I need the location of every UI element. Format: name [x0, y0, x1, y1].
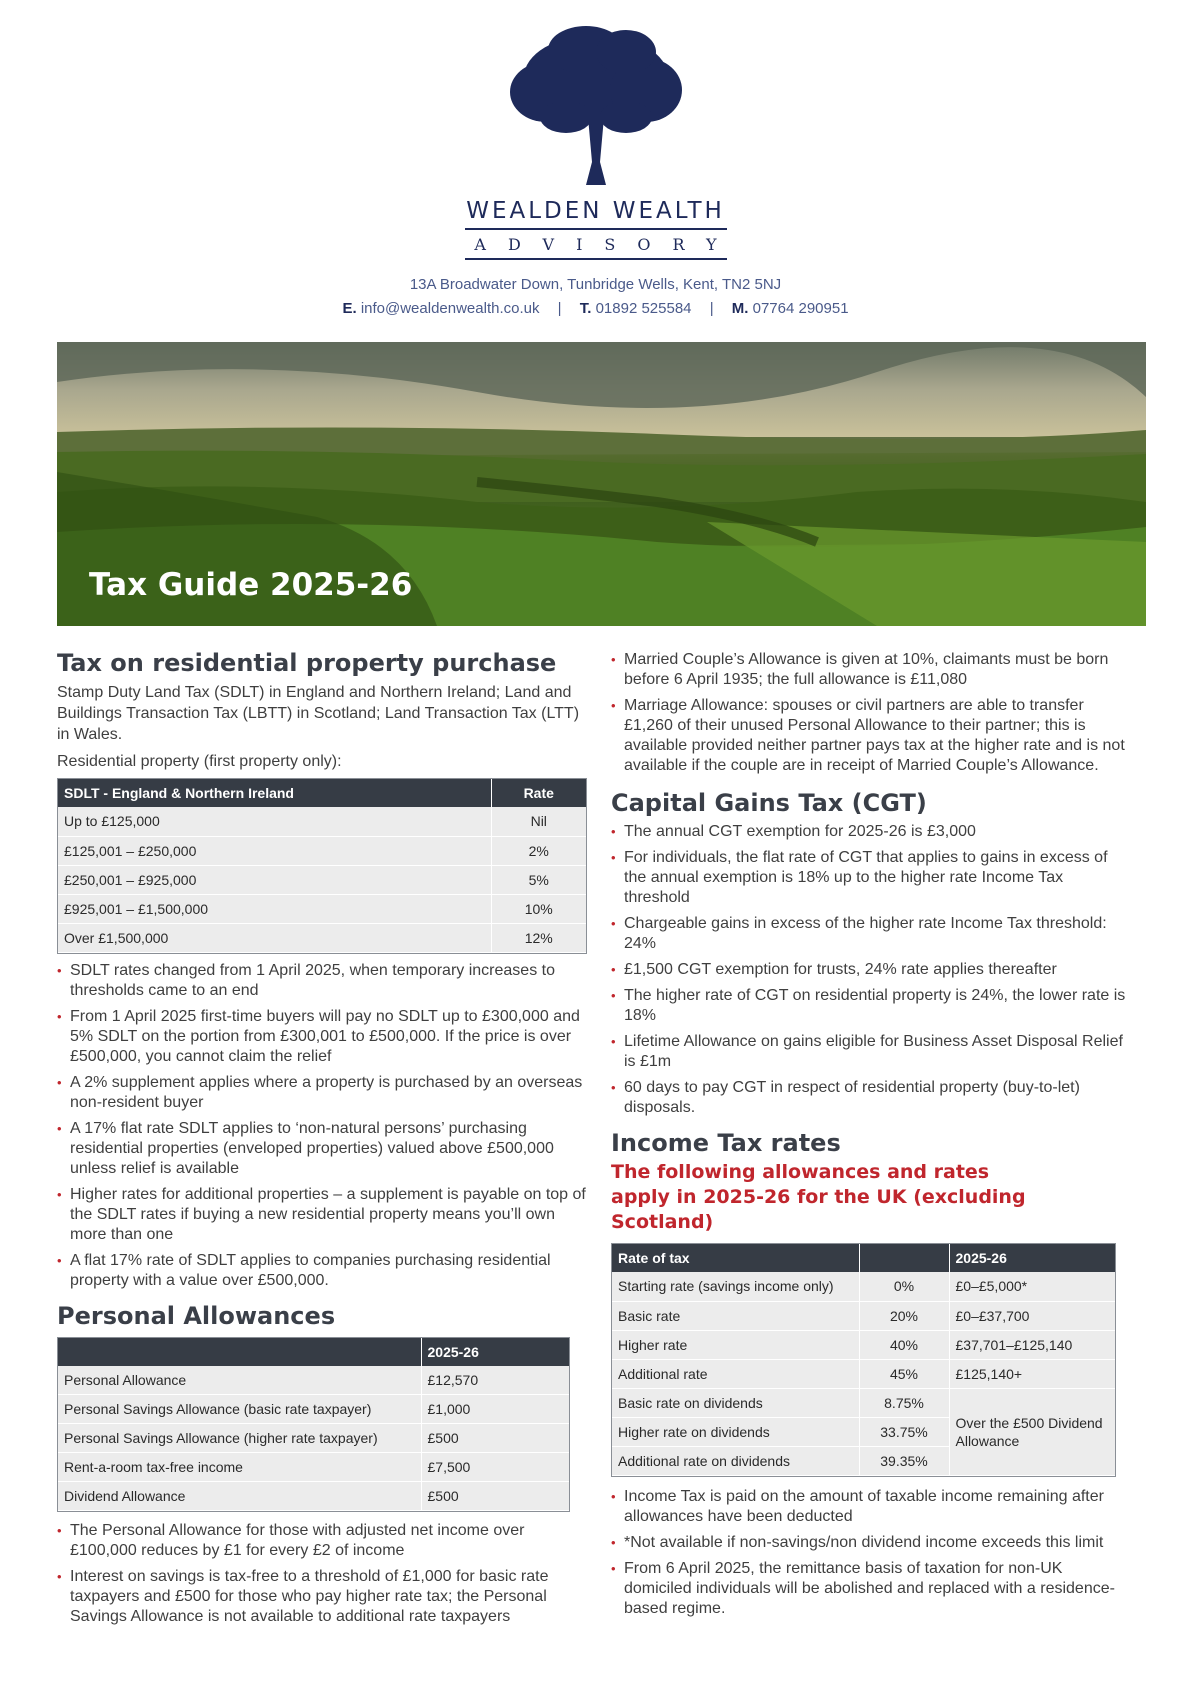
sdlt-table — [57, 778, 587, 954]
table-row — [612, 1388, 1115, 1417]
table-row — [58, 836, 586, 865]
income-subheading: The following allowances and rates apply in 2025-26 for the UK (excluding Scotland) — [611, 1161, 1026, 1233]
table-cell: Personal Savings Allowance (higher rate taxpayer) — [58, 1424, 421, 1453]
table-cell-merged: Over the £500 Dividend Allowance — [949, 1388, 1115, 1475]
table-cell: 33.75% — [859, 1417, 949, 1446]
table-row — [612, 1330, 1115, 1359]
table-row — [58, 1366, 569, 1395]
cgt-bullets — [611, 822, 1131, 1118]
table-header — [859, 1244, 949, 1272]
table-cell: 40% — [859, 1330, 949, 1359]
table-header: Rate — [491, 779, 586, 807]
list-item: • Married Couple’s Allowance is given at 10%, claimants must be born before 6 April 1935; the full allowance is £11,080 — [611, 650, 1131, 690]
table-cell: 8.75% — [859, 1388, 949, 1417]
table-row — [58, 923, 586, 952]
table-cell: £925,001 – £1,500,000 — [58, 894, 491, 923]
table-cell: £37,701–£125,140 — [949, 1330, 1115, 1359]
table-row — [58, 865, 586, 894]
landscape-banner — [57, 342, 1146, 626]
table-cell: Basic rate — [612, 1301, 859, 1330]
property-intro: Stamp Duty Land Tax (SDLT) in England and Northern Ireland; Land and Buildings Transaction Tax (LBTT) in Scotland; Land Transaction Tax (LTT) in Wales. — [57, 684, 580, 743]
list-item: • For individuals, the flat rate of CGT that applies to gains in excess of the annual exemption is 18% up to the higher rate Income Tax threshold — [611, 848, 1131, 908]
table-cell: £7,500 — [421, 1453, 569, 1482]
company-address: 13A Broadwater Down, Tunbridge Wells, Kent, TN2 5NJ — [409, 276, 782, 293]
table-header: 2025-26 — [949, 1244, 1115, 1272]
table-cell: £12,570 — [421, 1366, 569, 1395]
brand-name: WEALDEN WEALTH — [466, 198, 725, 224]
list-item: • 60 days to pay CGT in respect of residential property (buy-to-let) disposals. — [611, 1078, 1131, 1118]
right-column — [611, 650, 1146, 1625]
table-cell: £500 — [421, 1424, 569, 1453]
table-cell: Nil — [491, 807, 586, 836]
list-item: • The higher rate of CGT on residential property is 24%, the lower rate is 18% — [611, 986, 1131, 1026]
table-cell: 45% — [859, 1359, 949, 1388]
left-column — [57, 648, 592, 1633]
brand-subtitle: ADVISORY — [474, 235, 739, 254]
table-cell: Starting rate (savings income only) — [612, 1272, 859, 1301]
table-cell: £0–£5,000* — [949, 1272, 1115, 1301]
married-bullets — [611, 650, 1131, 776]
list-item: • From 6 April 2025, the remittance basis of taxation for non-UK domiciled individuals will be abolished and replaced with a residence-based regime. — [611, 1559, 1131, 1619]
table-cell: Additional rate on dividends — [612, 1446, 859, 1475]
table-cell: £1,000 — [421, 1395, 569, 1424]
list-item: • SDLT rates changed from 1 April 2025, when temporary increases to thresholds came to an end — [57, 961, 592, 1001]
table-cell: Additional rate — [612, 1359, 859, 1388]
table-cell: 2% — [491, 836, 586, 865]
list-item: • Chargeable gains in excess of the higher rate Income Tax threshold: 24% — [611, 914, 1131, 954]
table-cell: £125,001 – £250,000 — [58, 836, 491, 865]
list-item: • A flat 17% rate of SDLT applies to companies purchasing residential property with a value over £500,000. — [57, 1251, 592, 1291]
table-cell: £125,140+ — [949, 1359, 1115, 1388]
tree-icon — [506, 22, 686, 192]
table-row — [58, 894, 586, 923]
list-item: • Higher rates for additional properties – a supplement is payable on top of the SDLT rates if buying a new residential property means you’ll own more than one — [57, 1185, 592, 1245]
separator: | — [557, 300, 562, 317]
table-cell: 12% — [491, 923, 586, 952]
income-tax-table — [611, 1243, 1116, 1477]
table-row — [58, 807, 586, 836]
allowances-table — [57, 1337, 570, 1513]
table-cell: Dividend Allowance — [58, 1482, 421, 1511]
table-cell: Over £1,500,000 — [58, 923, 491, 952]
table-cell: Basic rate on dividends — [612, 1388, 859, 1417]
table-cell: £500 — [421, 1482, 569, 1511]
list-item: • Lifetime Allowance on gains eligible for Business Asset Disposal Relief is £1m — [611, 1032, 1131, 1072]
table-cell: Up to £125,000 — [58, 807, 491, 836]
contact-line — [0, 300, 1191, 317]
table-row — [612, 1272, 1115, 1301]
table-cell: 39.35% — [859, 1446, 949, 1475]
email-link[interactable]: info@wealdenwealth.co.uk — [360, 300, 540, 317]
section-heading-cgt: Capital Gains Tax (CGT) — [611, 789, 927, 817]
list-item: • The Personal Allowance for those with adjusted net income over £100,000 reduces by £1 for every £2 of income — [57, 1521, 592, 1561]
table-row — [612, 1301, 1115, 1330]
list-item: • £1,500 CGT exemption for trusts, 24% rate applies thereafter — [611, 960, 1131, 980]
table-cell: 5% — [491, 865, 586, 894]
list-item: • *Not available if non-savings/non dividend income exceeds this limit — [611, 1533, 1131, 1553]
table-header — [58, 1338, 421, 1366]
table-row — [58, 1453, 569, 1482]
table-cell: Personal Allowance — [58, 1366, 421, 1395]
phone-label: T. — [579, 300, 592, 317]
table-row — [58, 1424, 569, 1453]
mobile-label: M. — [731, 300, 749, 317]
brand-divider — [465, 228, 727, 230]
mobile-number[interactable]: 07764 290951 — [752, 300, 849, 317]
list-item: • A 2% supplement applies where a property is purchased by an overseas non-resident buyer — [57, 1073, 592, 1113]
company-logo — [0, 22, 1191, 260]
table-cell: Higher rate on dividends — [612, 1417, 859, 1446]
section-heading-property: Tax on residential property purchase — [57, 649, 557, 677]
table-cell: £250,001 – £925,000 — [58, 865, 491, 894]
table-row — [58, 1395, 569, 1424]
section-heading-income: Income Tax rates — [611, 1129, 841, 1157]
table-header: Rate of tax — [612, 1244, 859, 1272]
table-cell: Rent-a-room tax-free income — [58, 1453, 421, 1482]
table-cell: £0–£37,700 — [949, 1301, 1115, 1330]
table-header: 2025-26 — [421, 1338, 569, 1366]
table-cell: 20% — [859, 1301, 949, 1330]
income-bullets — [611, 1487, 1131, 1619]
table-cell: Higher rate — [612, 1330, 859, 1359]
table-row — [58, 1482, 569, 1511]
list-item: • Interest on savings is tax-free to a threshold of £1,000 for basic rate taxpayers and £500 for those who pay higher rate tax; the Personal Savings Allowance is not available to additional rate taxpayers — [57, 1567, 592, 1627]
property-subintro: Residential property (first property only): — [57, 753, 342, 770]
list-item: • A 17% flat rate SDLT applies to ‘non-natural persons’ purchasing residential properties (enveloped properties) valued above £500,000 unless relief is available — [57, 1119, 592, 1179]
page-title: Tax Guide 2025-26 — [89, 567, 413, 603]
table-row — [612, 1359, 1115, 1388]
list-item: • Income Tax is paid on the amount of taxable income remaining after allowances have been deducted — [611, 1487, 1131, 1527]
list-item: • Marriage Allowance: spouses or civil partners are able to transfer £1,260 of their unused Personal Allowance to their partner; this is available provided neither partner pays tax at the higher rate and is not available if the couple are in receipt of Married Couple’s Allowance. — [611, 696, 1131, 776]
table-cell: Personal Savings Allowance (basic rate taxpayer) — [58, 1395, 421, 1424]
section-heading-allowances: Personal Allowances — [57, 1301, 336, 1330]
property-bullets — [57, 961, 592, 1291]
list-item: • The annual CGT exemption for 2025-26 is £3,000 — [611, 822, 1131, 842]
allowances-bullets — [57, 1521, 592, 1627]
table-header: SDLT - England & Northern Ireland — [58, 779, 491, 807]
table-cell: 0% — [859, 1272, 949, 1301]
brand-divider — [465, 258, 727, 260]
phone-number[interactable]: 01892 525584 — [595, 300, 692, 317]
email-label: E. — [342, 300, 357, 317]
list-item: • From 1 April 2025 first-time buyers will pay no SDLT up to £300,000 and 5% SDLT on the portion from £300,001 to £500,000. If the price is over £500,000, you cannot claim the relief — [57, 1007, 592, 1067]
table-cell: 10% — [491, 894, 586, 923]
separator: | — [709, 300, 714, 317]
